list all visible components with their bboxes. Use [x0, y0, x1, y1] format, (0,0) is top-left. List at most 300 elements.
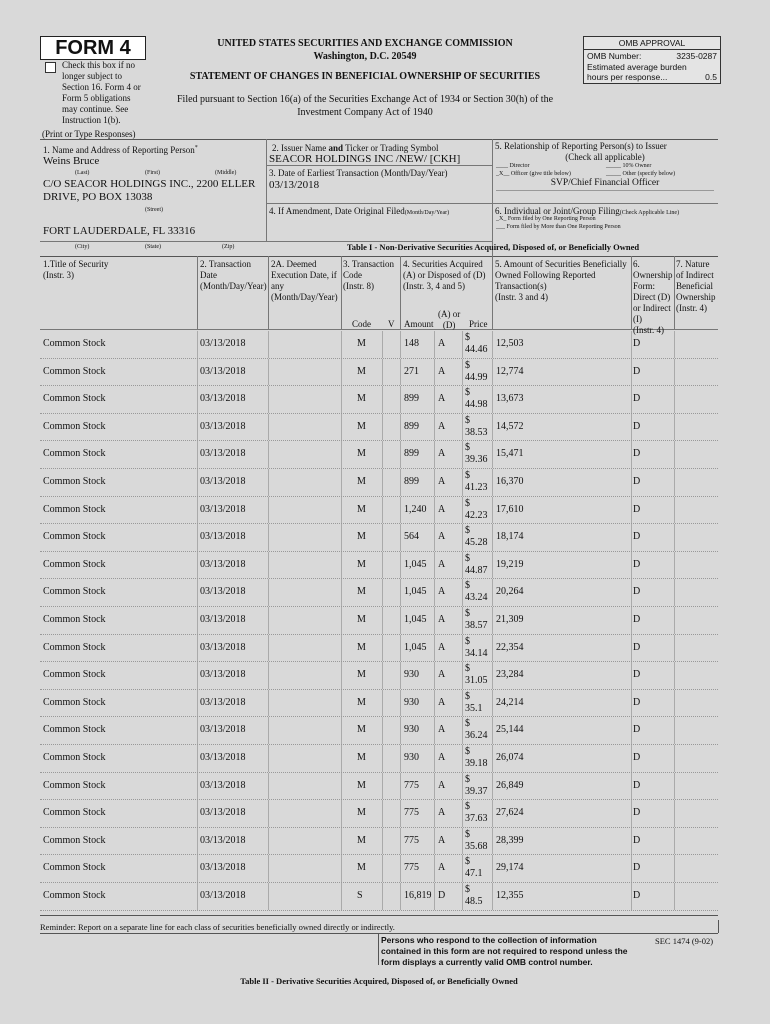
column-divider [400, 607, 401, 634]
dollar-sign: $ [465, 690, 470, 702]
column-divider [631, 524, 632, 551]
agency-name: UNITED STATES SECURITIES AND EXCHANGE COMMISSION [217, 38, 513, 49]
column-divider [492, 414, 493, 441]
column-divider [268, 690, 269, 717]
column-divider [434, 469, 435, 496]
column-divider [631, 828, 632, 855]
amount-cell: 1,045 [404, 586, 427, 598]
transaction-code-cell: M [357, 476, 366, 487]
column-divider [674, 745, 675, 772]
transaction-date-cell: 03/13/2018 [200, 669, 246, 681]
amount-owned-cell: 20,264 [496, 586, 524, 598]
amount-owned-cell: 28,399 [496, 834, 524, 846]
amount-cell: 899 [404, 393, 419, 405]
amount-owned-cell: 12,774 [496, 365, 524, 377]
column-divider [268, 855, 269, 882]
amount-cell: 1,045 [404, 641, 427, 653]
transaction-date-cell: 03/13/2018 [200, 448, 246, 460]
column-divider [462, 607, 463, 634]
column-divider [382, 359, 383, 386]
ownership-form-cell: D [633, 531, 641, 543]
ten-percent-owner-option: _____ 10% Owner [606, 163, 652, 169]
column-divider [492, 469, 493, 496]
column-divider [674, 524, 675, 551]
column-divider [382, 635, 383, 662]
transaction-date-cell: 03/13/2018 [200, 779, 246, 791]
one-reporting-person-option: _X_ Form filed by One Reporting Person [496, 216, 596, 222]
security-title-cell: Common Stock [43, 365, 106, 377]
column-divider [382, 469, 383, 496]
acquired-disposed-cell: A [438, 752, 446, 763]
amount-owned-cell: 16,370 [496, 476, 524, 487]
column-divider [674, 828, 675, 855]
row-divider [40, 523, 718, 524]
amount-cell: 930 [404, 669, 419, 681]
price-cell: 48.5 [465, 896, 483, 907]
omb-burden-label: Estimated average burden [587, 62, 687, 72]
col6-header-line: or Indirect [633, 303, 671, 313]
transaction-date-cell: 03/13/2018 [200, 752, 246, 763]
acquired-disposed-cell: A [438, 503, 446, 515]
column-divider [382, 331, 383, 358]
column-divider [197, 828, 198, 855]
omb-number-label: OMB Number: [587, 51, 642, 61]
reporting-person-city: FORT LAUDERDALE, FL 33316 [43, 225, 196, 237]
dollar-sign: $ [465, 332, 470, 343]
col1-header [43, 259, 108, 281]
checkbox-text-line: Form 5 obligations [62, 93, 131, 103]
column-divider [341, 883, 342, 910]
column-divider [462, 386, 463, 413]
column-divider [341, 717, 342, 744]
column-divider [382, 855, 383, 882]
column-divider [268, 883, 269, 910]
transaction-date-cell: 03/13/2018 [200, 696, 246, 708]
col6-header [633, 259, 673, 336]
transaction-code-cell: M [357, 752, 366, 763]
ownership-form-cell: D [633, 807, 641, 819]
column-divider [462, 469, 463, 496]
column-divider [400, 690, 401, 717]
zip-caption: (Zip) [222, 244, 235, 250]
column-divider [434, 386, 435, 413]
column-divider [631, 883, 632, 910]
col3-header-line: Code [343, 270, 362, 280]
column-divider [268, 386, 269, 413]
column-divider [400, 662, 401, 689]
amount-owned-cell: 26,849 [496, 779, 524, 791]
column-divider [462, 855, 463, 882]
security-title-cell: Common Stock [43, 696, 106, 708]
middle-caption: (Middle) [215, 170, 237, 176]
column-divider [341, 579, 342, 606]
column-divider [492, 828, 493, 855]
amount-cell: 930 [404, 752, 419, 763]
column-divider [631, 773, 632, 800]
column-divider [268, 607, 269, 634]
col7-header [676, 259, 716, 314]
earliest-transaction-date: 03/13/2018 [269, 179, 320, 191]
row-divider [40, 496, 718, 497]
state-caption: (State) [145, 244, 161, 250]
column-divider [674, 800, 675, 827]
column-divider [492, 607, 493, 634]
column-divider [400, 359, 401, 386]
column-divider [197, 414, 198, 441]
column-divider [197, 386, 198, 413]
column-divider [462, 579, 463, 606]
row-divider [40, 689, 718, 690]
dollar-sign: $ [465, 773, 470, 785]
security-title-cell: Common Stock [43, 393, 106, 405]
column-divider [492, 883, 493, 910]
transaction-code-cell: M [357, 724, 366, 736]
sub-aord-line: (A) or [438, 309, 461, 319]
column-divider [400, 552, 401, 579]
column-divider [492, 497, 493, 524]
column-divider [434, 883, 435, 910]
transaction-date-cell: 03/13/2018 [200, 834, 246, 846]
col6-header-line: Ownership [633, 270, 673, 280]
col7-header-line: Beneficial [676, 281, 713, 291]
column-divider [631, 441, 632, 468]
ownership-form-cell: D [633, 834, 641, 846]
table2-title: Table II - Derivative Securities Acquired, Disposed of, or Beneficially Owned [240, 976, 518, 986]
column-divider [492, 662, 493, 689]
column-divider [631, 635, 632, 662]
column-divider [400, 331, 401, 358]
amount-cell: 775 [404, 862, 419, 874]
acquired-disposed-cell: A [438, 807, 446, 819]
column-divider [631, 497, 632, 524]
col6-header-line: (I) [633, 314, 642, 324]
amount-owned-cell: 18,174 [496, 531, 524, 543]
column-divider [462, 883, 463, 910]
acquired-disposed-cell: A [438, 558, 446, 570]
ownership-form-cell: D [633, 476, 641, 487]
column-divider [268, 441, 269, 468]
column-divider [492, 717, 493, 744]
ownership-form-cell: D [633, 614, 641, 625]
col2-header-line: 2. Transaction [200, 259, 252, 269]
row-divider [40, 551, 718, 552]
column-divider [631, 386, 632, 413]
transaction-code-cell: M [357, 862, 366, 874]
column-divider [434, 524, 435, 551]
transaction-date-cell: 03/13/2018 [200, 365, 246, 377]
column-divider [462, 635, 463, 662]
price-cell: 42.23 [465, 509, 488, 521]
dollar-sign: $ [465, 746, 470, 757]
column-divider [382, 828, 383, 855]
column-divider [268, 469, 269, 496]
column-divider [382, 717, 383, 744]
column-divider [268, 579, 269, 606]
omb-approval-box [583, 36, 721, 84]
box6-label: 6. Individual or Joint/Group Filing(Check Applicable Line) [495, 206, 680, 216]
column-divider [492, 552, 493, 579]
security-title-cell: Common Stock [43, 503, 106, 515]
column-divider [434, 414, 435, 441]
sub-v-header: V [388, 319, 395, 329]
column-divider [197, 607, 198, 634]
acquired-disposed-cell: A [438, 476, 446, 487]
transaction-date-cell: 03/13/2018 [200, 338, 246, 349]
transaction-code-cell: M [357, 558, 366, 570]
column-divider [631, 745, 632, 772]
column-divider [434, 635, 435, 662]
column-divider [268, 800, 269, 827]
column-divider [434, 745, 435, 772]
column-divider [382, 552, 383, 579]
acquired-disposed-cell: A [438, 614, 446, 625]
no-longer-subject-checkbox[interactable] [45, 62, 56, 73]
col2a-header-line: (Month/Day/Year) [271, 292, 338, 302]
col6-header-line: 6. [633, 259, 640, 269]
amount-owned-cell: 26,074 [496, 752, 524, 763]
persons-note-line: Persons who respond to the collection of information [381, 935, 597, 945]
column-divider [197, 662, 198, 689]
transaction-code-cell: M [357, 586, 366, 598]
col5-header-line: Owned Following Reported [495, 270, 596, 280]
acquired-disposed-cell: A [438, 834, 446, 846]
column-divider [197, 883, 198, 910]
column-divider [434, 579, 435, 606]
col2-header [200, 259, 267, 292]
column-divider [400, 855, 401, 882]
ownership-form-cell: D [633, 696, 641, 708]
dollar-sign: $ [465, 608, 470, 619]
col6-header-line: Form: [633, 281, 656, 291]
column-divider [674, 386, 675, 413]
column-divider [674, 690, 675, 717]
column-divider [268, 331, 269, 358]
col5-header-line: (Instr. 3 and 4) [495, 292, 548, 302]
amount-owned-cell: 23,284 [496, 669, 524, 681]
security-title-cell: Common Stock [43, 807, 106, 819]
transaction-date-cell: 03/13/2018 [200, 641, 246, 653]
price-cell: 44.99 [465, 371, 488, 383]
col4-header-line: (A) or Disposed of (D) [403, 270, 486, 280]
row-divider [40, 827, 718, 828]
column-divider [197, 552, 198, 579]
column-divider [674, 662, 675, 689]
column-divider [341, 800, 342, 827]
column-divider [197, 855, 198, 882]
city-caption: (City) [75, 244, 90, 250]
security-title-cell: Common Stock [43, 834, 106, 846]
column-divider [268, 497, 269, 524]
column-divider [341, 552, 342, 579]
amount-cell: 899 [404, 476, 419, 487]
acquired-disposed-cell: A [438, 586, 446, 598]
dollar-sign: $ [465, 663, 470, 675]
ownership-form-cell: D [633, 641, 641, 653]
dollar-sign: $ [465, 359, 470, 371]
column-divider [268, 662, 269, 689]
dollar-sign: $ [465, 635, 470, 647]
column-divider [674, 469, 675, 496]
col1-header-line: (Instr. 3) [43, 270, 74, 280]
table1-title: Table I - Non-Derivative Securities Acquired, Disposed of, or Beneficially Owned [346, 242, 640, 252]
amount-cell: 564 [404, 531, 419, 543]
sec-form-code: SEC 1474 (9-02) [655, 936, 714, 946]
column-divider [400, 414, 401, 441]
row-divider [40, 882, 718, 883]
security-title-cell: Common Stock [43, 586, 106, 598]
acquired-disposed-cell: A [438, 531, 446, 543]
omb-number-row [584, 50, 720, 62]
column-divider [400, 745, 401, 772]
amount-cell: 899 [404, 420, 419, 432]
dollar-sign: $ [465, 580, 470, 592]
acquired-disposed-cell: D [438, 890, 446, 901]
column-divider [492, 524, 493, 551]
column-divider [400, 469, 401, 496]
column-divider [197, 717, 198, 744]
security-title-cell: Common Stock [43, 779, 106, 791]
price-cell: 31.05 [465, 675, 488, 687]
security-title-cell: Common Stock [43, 476, 106, 487]
transaction-date-cell: 03/13/2018 [200, 586, 246, 598]
transaction-code-cell: M [357, 503, 366, 515]
col6-header-line: (Instr. 4) [633, 325, 664, 335]
column-divider [197, 441, 198, 468]
column-divider [341, 690, 342, 717]
price-cell: 44.46 [465, 344, 488, 355]
column-divider [341, 359, 342, 386]
column-divider [400, 828, 401, 855]
sub-amount-header: Amount [404, 319, 434, 329]
sub-aord-header [438, 309, 460, 331]
column-divider [341, 331, 342, 358]
column-divider [462, 331, 463, 358]
transaction-code-cell: S [357, 890, 363, 901]
col4-header-line: (Instr. 3, 4 and 5) [403, 281, 465, 291]
amount-cell: 1,045 [404, 614, 427, 625]
column-divider [400, 883, 401, 910]
transaction-date-cell: 03/13/2018 [200, 862, 246, 874]
column-divider [674, 359, 675, 386]
column-divider [434, 828, 435, 855]
column-divider [462, 717, 463, 744]
column-divider [631, 690, 632, 717]
col4-header [403, 259, 485, 292]
omb-title: OMB APPROVAL [584, 37, 720, 50]
dollar-sign: $ [465, 470, 470, 481]
box3-label: 3. Date of Earliest Transaction (Month/Day/Year) [269, 168, 448, 178]
column-divider [434, 773, 435, 800]
column-divider [341, 828, 342, 855]
amount-owned-cell: 12,355 [496, 890, 524, 901]
transaction-date-cell: 03/13/2018 [200, 558, 246, 570]
column-divider [400, 524, 401, 551]
column-divider [674, 414, 675, 441]
sub-code-header: Code [352, 319, 371, 329]
dollar-sign: $ [465, 442, 470, 454]
price-cell: 47.1 [465, 868, 483, 880]
director-option: ____ Director [496, 163, 530, 169]
price-cell: 34.14 [465, 647, 488, 659]
amount-owned-cell: 17,610 [496, 503, 524, 515]
agency-city: Washington, D.C. 20549 [313, 51, 417, 62]
column-divider [341, 524, 342, 551]
transaction-date-cell: 03/13/2018 [200, 420, 246, 432]
column-divider [674, 607, 675, 634]
row-divider [40, 910, 718, 911]
checkbox-instructions [62, 60, 141, 126]
security-title-cell: Common Stock [43, 614, 106, 625]
column-divider [197, 469, 198, 496]
transaction-date-cell: 03/13/2018 [200, 393, 246, 405]
amount-owned-cell: 22,354 [496, 641, 524, 653]
column-divider [341, 469, 342, 496]
transaction-code-cell: M [357, 393, 366, 405]
column-divider [462, 800, 463, 827]
amount-cell: 930 [404, 724, 419, 736]
acquired-disposed-cell: A [438, 669, 446, 681]
column-divider [341, 497, 342, 524]
dollar-sign: $ [465, 387, 470, 399]
persons-note-line: contained in this form are not required to respond unless the [381, 946, 628, 956]
column-divider [400, 773, 401, 800]
column-divider [268, 717, 269, 744]
column-divider [492, 690, 493, 717]
row-divider [40, 440, 718, 441]
col5-header-line: Transaction(s) [495, 281, 547, 291]
column-divider [382, 662, 383, 689]
transaction-date-cell: 03/13/2018 [200, 890, 246, 901]
column-divider [631, 469, 632, 496]
amount-owned-cell: 13,673 [496, 393, 524, 405]
column-divider [462, 414, 463, 441]
column-divider [400, 800, 401, 827]
price-cell: 39.37 [465, 785, 488, 797]
row-divider [40, 413, 718, 414]
column-divider [631, 359, 632, 386]
price-cell: 36.24 [465, 730, 488, 742]
transaction-code-cell: M [357, 669, 366, 681]
amount-owned-cell: 15,471 [496, 448, 524, 460]
column-divider [631, 800, 632, 827]
col3-header [343, 259, 394, 292]
col2a-header-line: 2A. Deemed [271, 259, 317, 269]
column-divider [462, 552, 463, 579]
column-divider [197, 524, 198, 551]
dollar-sign: $ [465, 497, 470, 509]
transaction-date-cell: 03/13/2018 [200, 531, 246, 543]
column-divider [492, 579, 493, 606]
box4-label: 4. If Amendment, Date Original Filed(Month/Day/Year) [269, 206, 450, 216]
column-divider [434, 441, 435, 468]
amount-cell: 899 [404, 448, 419, 460]
price-cell: 38.57 [465, 620, 488, 631]
column-divider [341, 662, 342, 689]
amount-cell: 775 [404, 779, 419, 791]
row-divider [40, 358, 718, 359]
column-divider [674, 635, 675, 662]
col6-header-line: Direct (D) [633, 292, 671, 302]
ownership-form-cell: D [633, 393, 641, 405]
acquired-disposed-cell: A [438, 420, 446, 432]
amount-cell: 16,819 [404, 890, 432, 901]
security-title-cell: Common Stock [43, 669, 106, 681]
ownership-form-cell: D [633, 586, 641, 598]
row-divider [40, 385, 718, 386]
price-cell: 41.23 [465, 482, 488, 493]
column-divider [341, 745, 342, 772]
column-divider [434, 662, 435, 689]
